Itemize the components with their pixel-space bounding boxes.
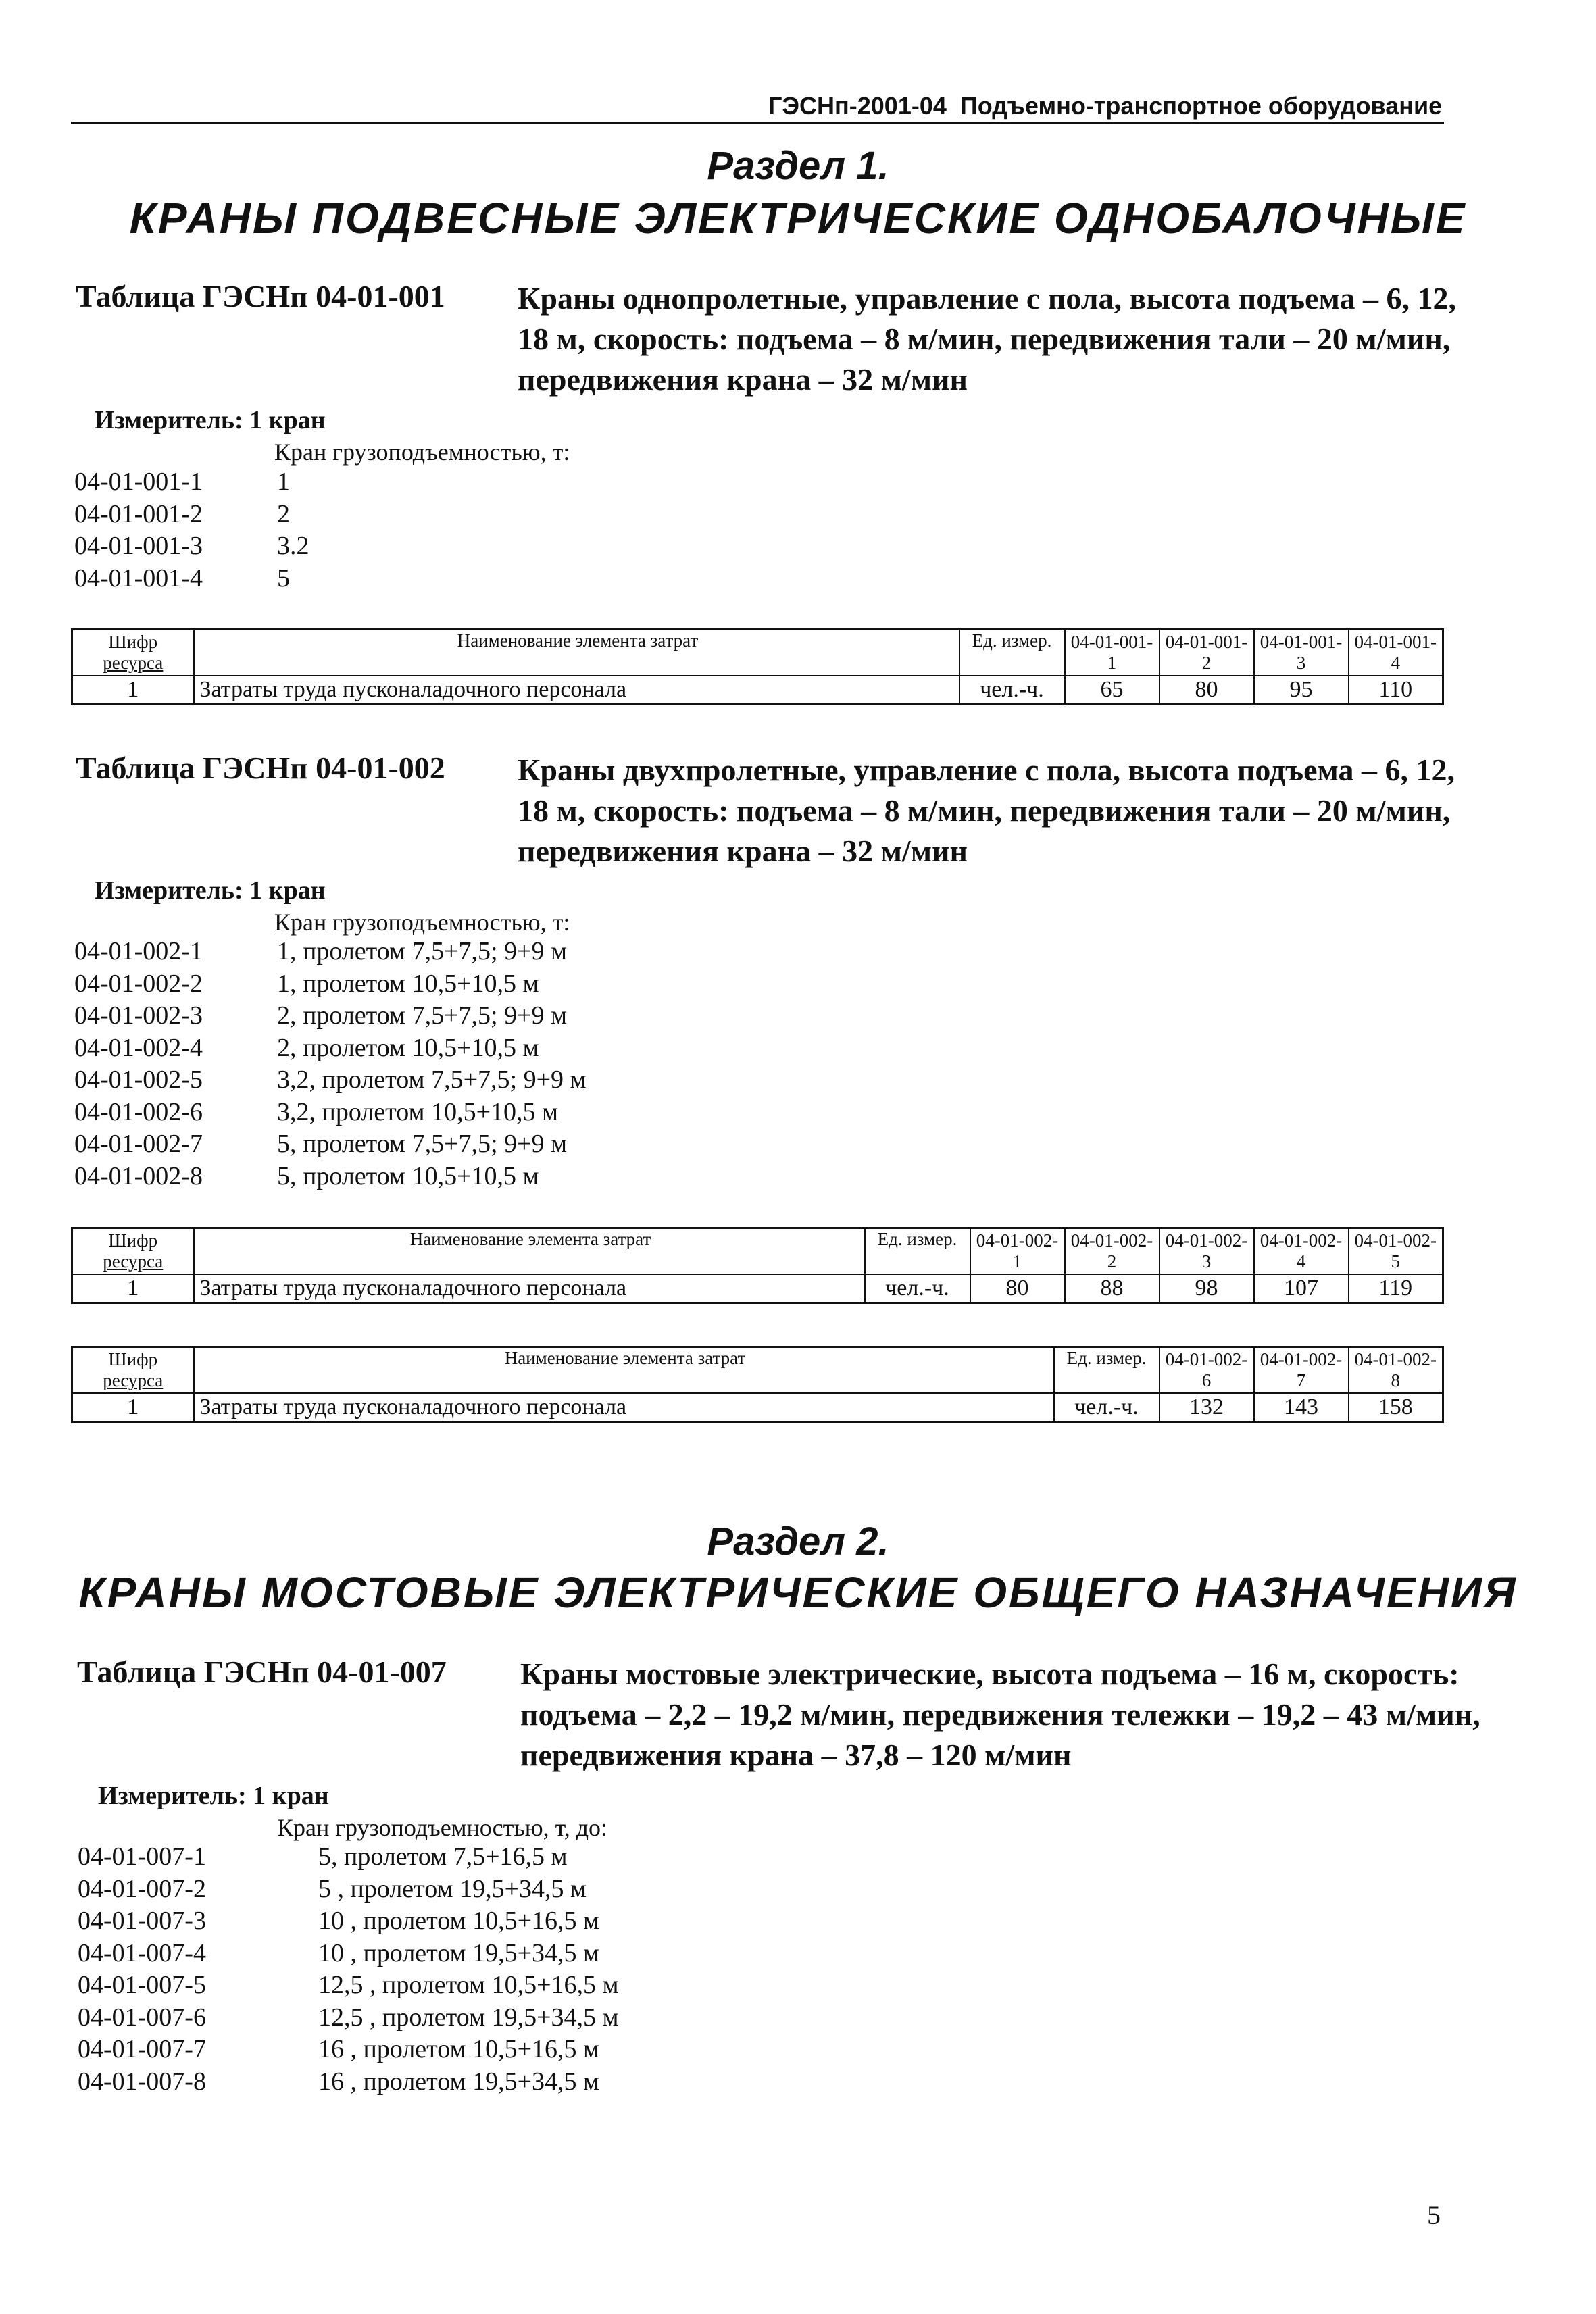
cell-value: 158 <box>1349 1393 1443 1422</box>
cell-value: 110 <box>1349 676 1443 705</box>
item-text: 12,5 , пролетом 19,5+34,5 м <box>318 2003 619 2032</box>
item-list <box>78 1841 619 2098</box>
header-unit: Ед. измер. <box>959 630 1065 676</box>
item-text: 10 , пролетом 10,5+16,5 м <box>318 1907 600 1935</box>
header-rule <box>71 122 1444 124</box>
cell-name: Затраты труда пусконаладочного персонала <box>194 1393 1054 1422</box>
cell-name: Затраты труда пусконаладочного персонала <box>194 676 959 705</box>
section-1-title: КРАНЫ ПОДВЕСНЫЕ ЭЛЕКТРИЧЕСКИЕ ОДНОБАЛОЧНЫЕ <box>129 194 1467 243</box>
item-code: 04-01-007-5 <box>78 1971 206 1999</box>
list-item <box>74 1128 587 1161</box>
header-col: 04-01-002-2 <box>1065 1228 1159 1275</box>
item-code: 04-01-007-6 <box>78 2003 206 2032</box>
item-code: 04-01-001-2 <box>74 499 203 528</box>
item-list <box>74 936 587 1192</box>
cell-value: 107 <box>1254 1274 1349 1303</box>
cell-value: 119 <box>1349 1274 1443 1303</box>
item-text: 1, пролетом 10,5+10,5 м <box>277 969 539 998</box>
list-item <box>78 2034 619 2066</box>
table-header-row <box>72 1347 1443 1394</box>
table-header-row <box>72 1228 1443 1275</box>
header-name: Наименование элемента затрат <box>194 1228 865 1275</box>
list-item <box>74 1097 587 1129</box>
item-text: 12,5 , пролетом 10,5+16,5 м <box>318 1971 619 1999</box>
item-text: 3.2 <box>277 532 309 560</box>
meter-label: Измеритель: 1 кран <box>98 1782 329 1810</box>
item-code: 04-01-002-1 <box>74 937 203 965</box>
item-code: 04-01-001-1 <box>74 468 203 496</box>
item-code: 04-01-001-3 <box>74 532 203 560</box>
cell-value: 98 <box>1159 1274 1254 1303</box>
header-shifr: Шифр ресурса <box>72 1347 194 1394</box>
table-header-row <box>72 630 1443 676</box>
cell-shifr: 1 <box>72 1393 194 1422</box>
header-col: 04-01-001-1 <box>1065 630 1159 676</box>
item-text: 16 , пролетом 10,5+16,5 м <box>318 2035 600 2063</box>
item-code: 04-01-001-4 <box>74 563 203 593</box>
cell-value: 88 <box>1065 1274 1159 1303</box>
cell-name: Затраты труда пусконаладочного персонала <box>194 1274 865 1303</box>
header-col: 04-01-001-3 <box>1254 630 1349 676</box>
cell-value: 65 <box>1065 676 1159 705</box>
item-text: 5 <box>277 563 290 593</box>
header-unit: Ед. измер. <box>1054 1347 1159 1394</box>
item-text: 16 , пролетом 19,5+34,5 м <box>318 2067 600 2096</box>
cell-value: 80 <box>1159 676 1254 705</box>
running-header <box>768 92 1442 120</box>
item-text: 1, пролетом 7,5+7,5; 9+9 м <box>277 937 568 965</box>
section-1-label: Раздел 1. <box>707 144 889 188</box>
capacity-caption: Кран грузоподъемностью, т: <box>274 438 570 466</box>
cell-shifr: 1 <box>72 676 194 705</box>
meter-label: Измеритель: 1 кран <box>95 876 326 905</box>
list-item <box>78 1841 619 1873</box>
item-text: 5, пролетом 7,5+7,5; 9+9 м <box>277 1130 568 1158</box>
cell-value: 95 <box>1254 676 1349 705</box>
capacity-caption: Кран грузоподъемностью, т, до: <box>277 1814 608 1841</box>
list-item <box>78 1905 619 1938</box>
page-number: 5 <box>1427 2200 1441 2230</box>
list-item <box>74 968 587 1001</box>
item-text: 3,2, пролетом 7,5+7,5; 9+9 м <box>277 1065 587 1094</box>
item-text: 2, пролетом 7,5+7,5; 9+9 м <box>277 1001 568 1030</box>
table-id: Таблица ГЭСНп 04-01-002 <box>76 751 445 785</box>
meter-label: Измеритель: 1 кран <box>95 406 326 434</box>
item-code: 04-01-002-2 <box>74 969 203 998</box>
table-row <box>72 1274 1443 1303</box>
cell-value: 143 <box>1254 1393 1349 1422</box>
list-item <box>78 1938 619 1970</box>
cost-table <box>71 1346 1444 1423</box>
item-list <box>74 466 309 595</box>
item-text: 2 <box>277 499 290 528</box>
capacity-caption: Кран грузоподъемностью, т: <box>274 909 570 936</box>
list-item <box>74 1000 587 1032</box>
header-col: 04-01-002-6 <box>1159 1347 1254 1394</box>
header-code: ГЭСНп-2001-04 <box>768 92 947 120</box>
section-2-label: Раздел 2. <box>707 1519 889 1563</box>
item-text: 2, пролетом 10,5+10,5 м <box>277 1033 539 1062</box>
header-col: 04-01-002-1 <box>970 1228 1065 1275</box>
cell-value: 132 <box>1159 1393 1254 1422</box>
header-col: 04-01-001-2 <box>1159 630 1254 676</box>
cell-unit: чел.-ч. <box>865 1274 970 1303</box>
cost-table <box>71 628 1444 705</box>
list-item <box>74 530 309 563</box>
item-code: 04-01-007-1 <box>78 1842 206 1871</box>
header-subtitle: Подъемно-транспортное оборудование <box>959 92 1443 120</box>
item-text: 5, пролетом 10,5+10,5 м <box>277 1161 539 1190</box>
header-name: Наименование элемента затрат <box>194 1347 1054 1394</box>
header-col: 04-01-002-8 <box>1349 1347 1443 1394</box>
item-text: 5, пролетом 7,5+16,5 м <box>318 1842 568 1871</box>
cell-unit: чел.-ч. <box>959 676 1065 705</box>
item-code: 04-01-002-4 <box>74 1033 203 1062</box>
item-code: 04-01-007-2 <box>78 1874 206 1903</box>
item-code: 04-01-002-6 <box>74 1097 203 1126</box>
list-item <box>78 2002 619 2034</box>
cell-unit: чел.-ч. <box>1054 1393 1159 1422</box>
header-col: 04-01-002-5 <box>1349 1228 1443 1275</box>
table-row <box>72 1393 1443 1422</box>
table-description: Краны двухпролетные, управление с пола, высота подъема – 6, 12, 18 м, скорость: подъема – 8 м/мин, передвижения тали – 20 м/мин, передвижения крана – 32 м/мин <box>518 753 1455 868</box>
list-item <box>74 936 587 968</box>
cell-shifr: 1 <box>72 1274 194 1303</box>
list-item <box>78 1969 619 2002</box>
item-text: 10 , пролетом 19,5+34,5 м <box>318 1938 600 1967</box>
list-item <box>78 2066 619 2098</box>
item-code: 04-01-007-3 <box>78 1907 206 1935</box>
list-item <box>74 499 309 531</box>
list-item <box>78 1873 619 1906</box>
list-item <box>74 1032 587 1065</box>
header-col: 04-01-002-4 <box>1254 1228 1349 1275</box>
section-2-title: КРАНЫ МОСТОВЫЕ ЭЛЕКТРИЧЕСКИЕ ОБЩЕГО НАЗНАЧЕНИЯ <box>78 1568 1518 1617</box>
list-item <box>74 1161 587 1193</box>
list-item <box>74 1064 587 1097</box>
item-code: 04-01-007-7 <box>78 2035 206 2063</box>
item-code: 04-01-002-5 <box>74 1065 203 1094</box>
table-id: Таблица ГЭСНп 04-01-001 <box>76 279 445 313</box>
header-col: 04-01-002-7 <box>1254 1347 1349 1394</box>
cost-table <box>71 1227 1444 1304</box>
cell-value: 80 <box>970 1274 1065 1303</box>
item-code: 04-01-002-3 <box>74 1001 203 1030</box>
item-code: 04-01-007-4 <box>78 1938 206 1967</box>
table-row <box>72 676 1443 705</box>
item-code: 04-01-002-7 <box>74 1130 203 1158</box>
table-description: Краны однопролетные, управление с пола, высота подъема – 6, 12, 18 м, скорость: подъема – 8 м/мин, передвижения тали – 20 м/мин, передвижения крана – 32 м/мин <box>518 281 1456 397</box>
table-id: Таблица ГЭСНп 04-01-007 <box>77 1655 447 1689</box>
list-item <box>74 563 309 595</box>
item-code: 04-01-002-8 <box>74 1161 203 1190</box>
header-col: 04-01-001-4 <box>1349 630 1443 676</box>
item-text: 1 <box>277 468 290 496</box>
header-col: 04-01-002-3 <box>1159 1228 1254 1275</box>
header-shifr: Шифр ресурса <box>72 1228 194 1275</box>
header-name: Наименование элемента затрат <box>194 630 959 676</box>
item-text: 3,2, пролетом 10,5+10,5 м <box>277 1097 559 1126</box>
table-description: Краны мостовые электрические, высота подъема – 16 м, скорость: подъема – 2,2 – 19,2 м/мин, передвижения тележки – 19,2 – 43 м/мин, передвижения крана – 37,8 – 120 м/мин <box>520 1657 1480 1772</box>
item-code: 04-01-007-8 <box>78 2067 206 2096</box>
list-item <box>74 466 309 499</box>
header-shifr: Шифр ресурса <box>72 630 194 676</box>
header-unit: Ед. измер. <box>865 1228 970 1275</box>
item-text: 5 , пролетом 19,5+34,5 м <box>318 1874 587 1903</box>
